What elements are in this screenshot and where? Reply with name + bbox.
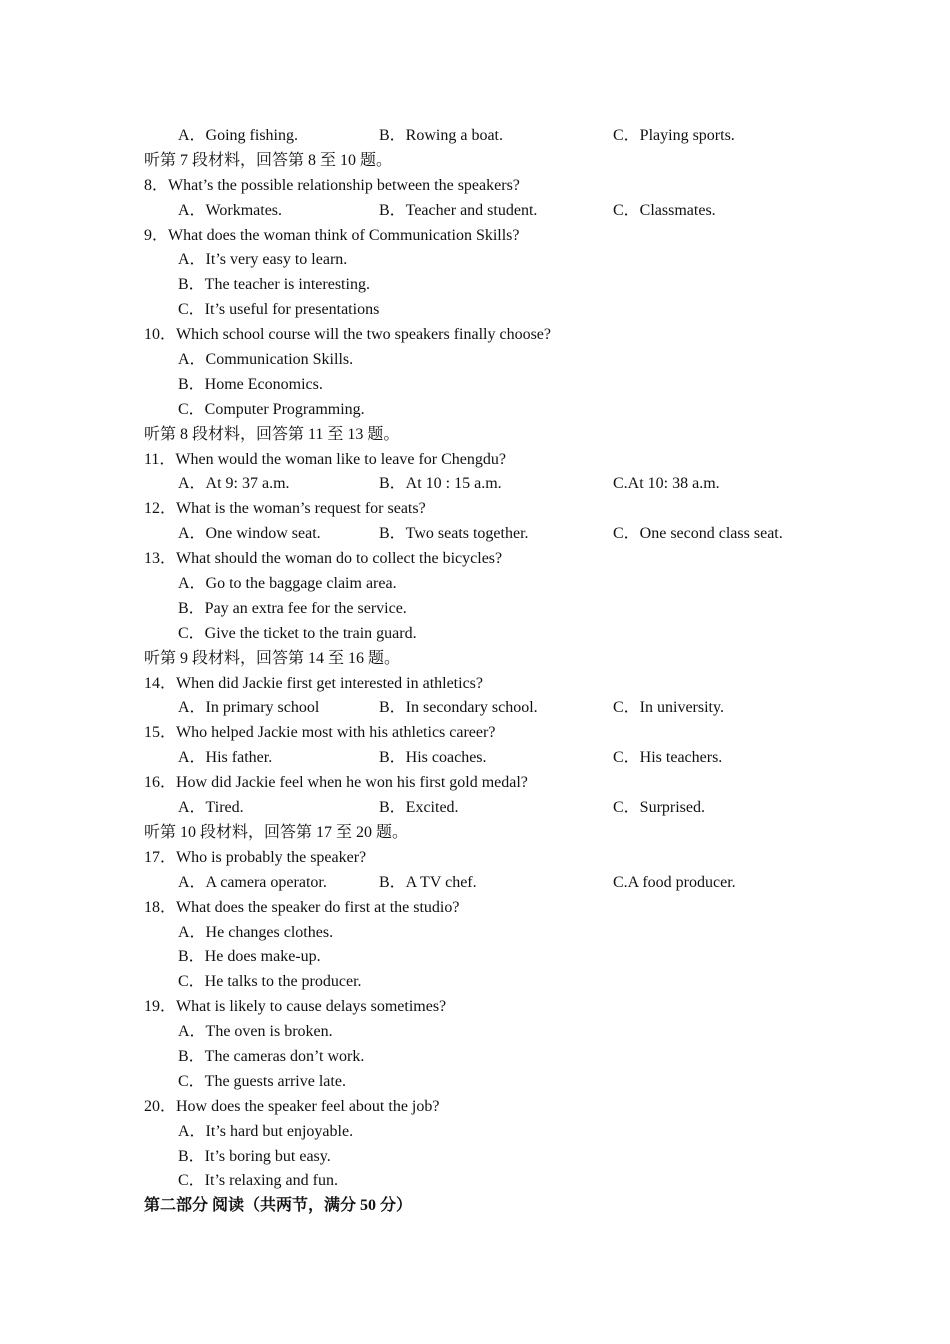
question-text: 14．When did Jackie first get interested in athletics?	[144, 674, 484, 692]
question-text: 13．What should the woman do to collect the bicycles?	[144, 550, 503, 568]
question-text: 15．Who helped Jackie most with his athletics career?	[144, 724, 496, 742]
question-text: 12．What is the woman’s request for seats?	[144, 500, 426, 518]
answer-option-b: B．Teacher and student.	[379, 201, 538, 219]
answer-option-c: C.At 10: 38 a.m.	[613, 475, 720, 493]
option-row	[0, 796, 950, 821]
answer-option-b: B．Excited.	[379, 799, 459, 817]
answer-option-a: A．A camera operator.	[178, 873, 327, 891]
answer-option-c: C．Classmates.	[613, 201, 716, 219]
answer-option: B．Home Economics.	[178, 375, 323, 393]
answer-option: C．Computer Programming.	[178, 400, 365, 418]
answer-option: B．Pay an extra fee for the service.	[178, 599, 407, 617]
answer-option-b: B．Two seats together.	[379, 525, 529, 543]
section-instruction: 听第 8 段材料，回答第 11 至 13 题。	[144, 425, 400, 443]
option-row	[0, 472, 950, 497]
answer-option: C．It’s relaxing and fun.	[178, 1172, 338, 1190]
option-row	[0, 124, 950, 149]
answer-option: B．The cameras don’t work.	[178, 1047, 365, 1065]
option-row	[0, 696, 950, 721]
answer-option: C．Give the ticket to the train guard.	[178, 624, 417, 642]
answer-option: B．He does make-up.	[178, 948, 321, 966]
option-row	[0, 522, 950, 547]
answer-option-c: C．In university.	[613, 699, 724, 717]
answer-option-b: B．At 10 : 15 a.m.	[379, 475, 502, 493]
answer-option: B．The teacher is interesting.	[178, 276, 370, 294]
answer-option-b: B．In secondary school.	[379, 699, 538, 717]
answer-option: C．It’s useful for presentations	[178, 301, 380, 319]
answer-option-a: A．One window seat.	[178, 525, 321, 543]
answer-option: A．He changes clothes.	[178, 923, 334, 941]
answer-option-a: A．In primary school	[178, 699, 320, 717]
exam-page	[0, 124, 950, 1219]
answer-option-c: C．Playing sports.	[613, 127, 735, 144]
answer-option: A．It’s hard but enjoyable.	[178, 1122, 354, 1140]
answer-option-c: C．Surprised.	[613, 799, 706, 817]
section-instruction: 听第 7 段材料，回答第 8 至 10 题。	[144, 151, 393, 169]
section-instruction: 听第 10 段材料，回答第 17 至 20 题。	[144, 823, 409, 841]
question-text: 9．What does the woman think of Communication Skills?	[144, 226, 520, 244]
question-text: 20．How does the speaker feel about the job?	[144, 1097, 440, 1115]
question-text: 16．How did Jackie feel when he won his first gold medal?	[144, 774, 528, 792]
answer-option-a: A．His father.	[178, 749, 273, 767]
answer-option: C．The guests arrive late.	[178, 1072, 346, 1090]
question-text: 17．Who is probably the speaker?	[144, 848, 367, 866]
option-row	[0, 871, 950, 896]
answer-option-b: B．A TV chef.	[379, 873, 477, 891]
part-heading: 第二部分 阅读（共两节，满分 50 分）	[144, 1197, 413, 1215]
answer-option: C．He talks to the producer.	[178, 973, 362, 991]
answer-option-c: C．His teachers.	[613, 749, 723, 767]
answer-option: A．Go to the baggage claim area.	[178, 575, 397, 593]
answer-option-a: A．Workmates.	[178, 201, 283, 219]
question-text: 8．What’s the possible relationship between the speakers?	[144, 176, 520, 194]
answer-option: A．The oven is broken.	[178, 1023, 333, 1041]
answer-option: A．Communication Skills.	[178, 351, 354, 369]
option-row	[0, 746, 950, 771]
question-text: 19．What is likely to cause delays sometimes?	[144, 998, 447, 1016]
answer-option-b: B．Rowing a boat.	[379, 127, 503, 144]
answer-option-a: A．Tired.	[178, 799, 244, 817]
answer-option-c: C．One second class seat.	[613, 525, 783, 543]
answer-option-a: A．At 9: 37 a.m.	[178, 475, 290, 493]
answer-option-c: C.A food producer.	[613, 873, 736, 891]
question-text: 10．Which school course will the two speakers finally choose?	[144, 326, 552, 344]
answer-option-a: A．Going fishing.	[178, 127, 299, 144]
question-text: 18．What does the speaker do first at the studio?	[144, 898, 460, 916]
option-row	[0, 199, 950, 224]
answer-option: A．It’s very easy to learn.	[178, 251, 348, 269]
answer-option: B．It’s boring but easy.	[178, 1147, 331, 1165]
question-text: 11．When would the woman like to leave for Chengdu?	[144, 450, 506, 468]
answer-option-b: B．His coaches.	[379, 749, 487, 767]
section-instruction: 听第 9 段材料，回答第 14 至 16 题。	[144, 649, 401, 667]
